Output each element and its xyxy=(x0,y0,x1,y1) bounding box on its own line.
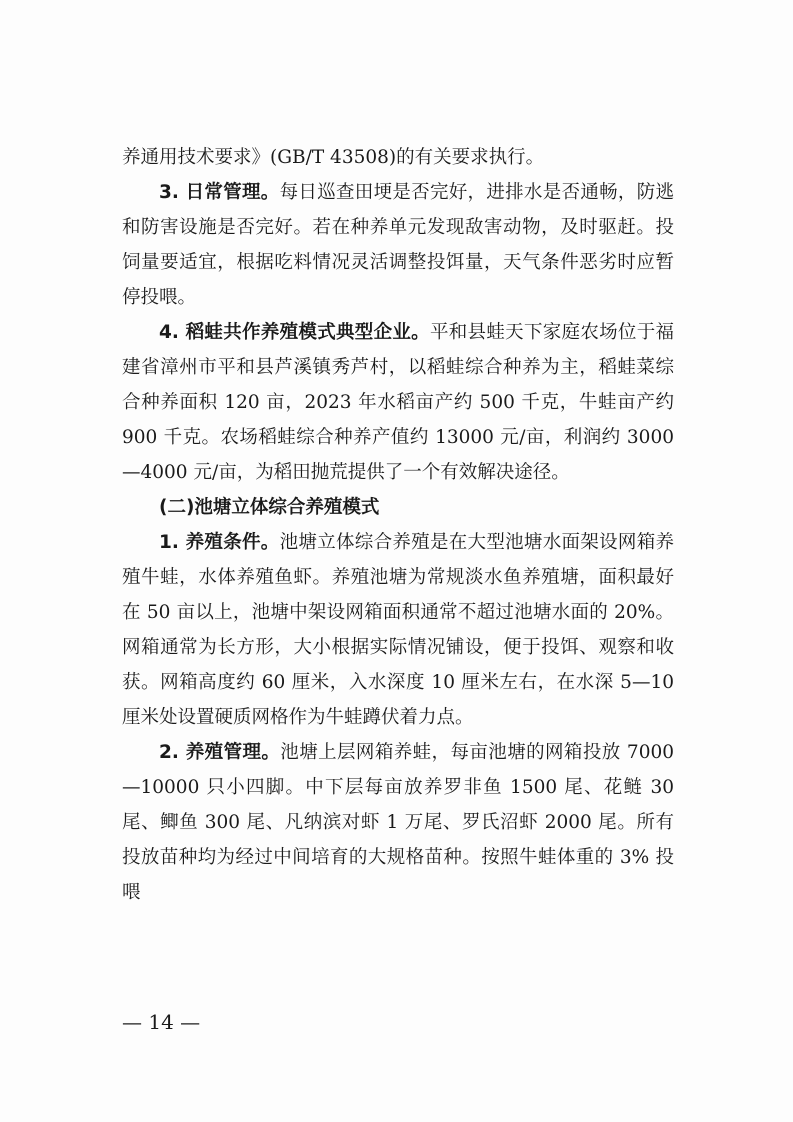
paragraph-typical-enterprise xyxy=(122,315,674,490)
paragraph-heading: 1. 养殖条件。 xyxy=(159,532,280,553)
paragraph-daily-management xyxy=(122,175,674,315)
paragraph-heading: 2. 养殖管理。 xyxy=(159,742,281,763)
paragraph-text: 池塘立体综合养殖是在大型池塘水面架设网箱养殖牛蛙，水体养殖鱼虾。养殖池塘为常规淡水鱼养殖塘，面积最好在 50 亩以上，池塘中架设网箱面积通常不超过池塘水面的 20%。网箱通常为长方形，大小根据实际情况铺设，便于投饵、观察和收获。网箱高度约 60 厘米，入水深度 10 厘米左右，在水深 5—10 厘米处设置硬质网格作为牛蛙蹲伏着力点。 xyxy=(122,532,674,728)
paragraph-heading: 3. 日常管理。 xyxy=(159,182,280,203)
paragraph-text: 养通用技术要求》(GB/T 43508)的有关要求执行。 xyxy=(122,147,545,168)
document-body xyxy=(122,140,674,910)
paragraph-farming-management xyxy=(122,735,674,910)
paragraph-heading: 4. 稻蛙共作养殖模式典型企业。 xyxy=(159,322,430,343)
paragraph-text: 池塘上层网箱养蛙，每亩池塘的网箱投放 7000—10000 只小四脚。中下层每亩放养罗非鱼 1500 尾、花鲢 30 尾、鲫鱼 300 尾、凡纳滨对虾 1 万尾、罗氏沼虾 2000 尾。所有投放苗种均为经过中间培育的大规格苗种。按照牛蛙体重的 3% 投喂 xyxy=(122,742,675,903)
section-heading: (二)池塘立体综合养殖模式 xyxy=(159,497,380,518)
paragraph-farming-conditions xyxy=(122,525,674,735)
paragraph-text: 每日巡查田埂是否完好，进排水是否通畅，防逃和防害设施是否完好。若在种养单元发现敌害动物，及时驱赶。投饲量要适宜，根据吃料情况灵活调整投饵量，天气条件恶劣时应暂停投喂。 xyxy=(122,182,674,308)
page-number: — 14 — xyxy=(122,1010,201,1034)
paragraph-continuation xyxy=(122,140,674,175)
paragraph-text: 平和县蛙天下家庭农场位于福建省漳州市平和县芦溪镇秀芦村，以稻蛙综合种养为主，稻蛙菜综合种养面积 120 亩，2023 年水稻亩产约 500 千克，牛蛙亩产约 900 千克。农场稻蛙综合种养产值约 13000 元/亩，利润约 3000—4000 元/亩，为稻田抛荒提供了一个有效解决途径。 xyxy=(122,322,674,483)
